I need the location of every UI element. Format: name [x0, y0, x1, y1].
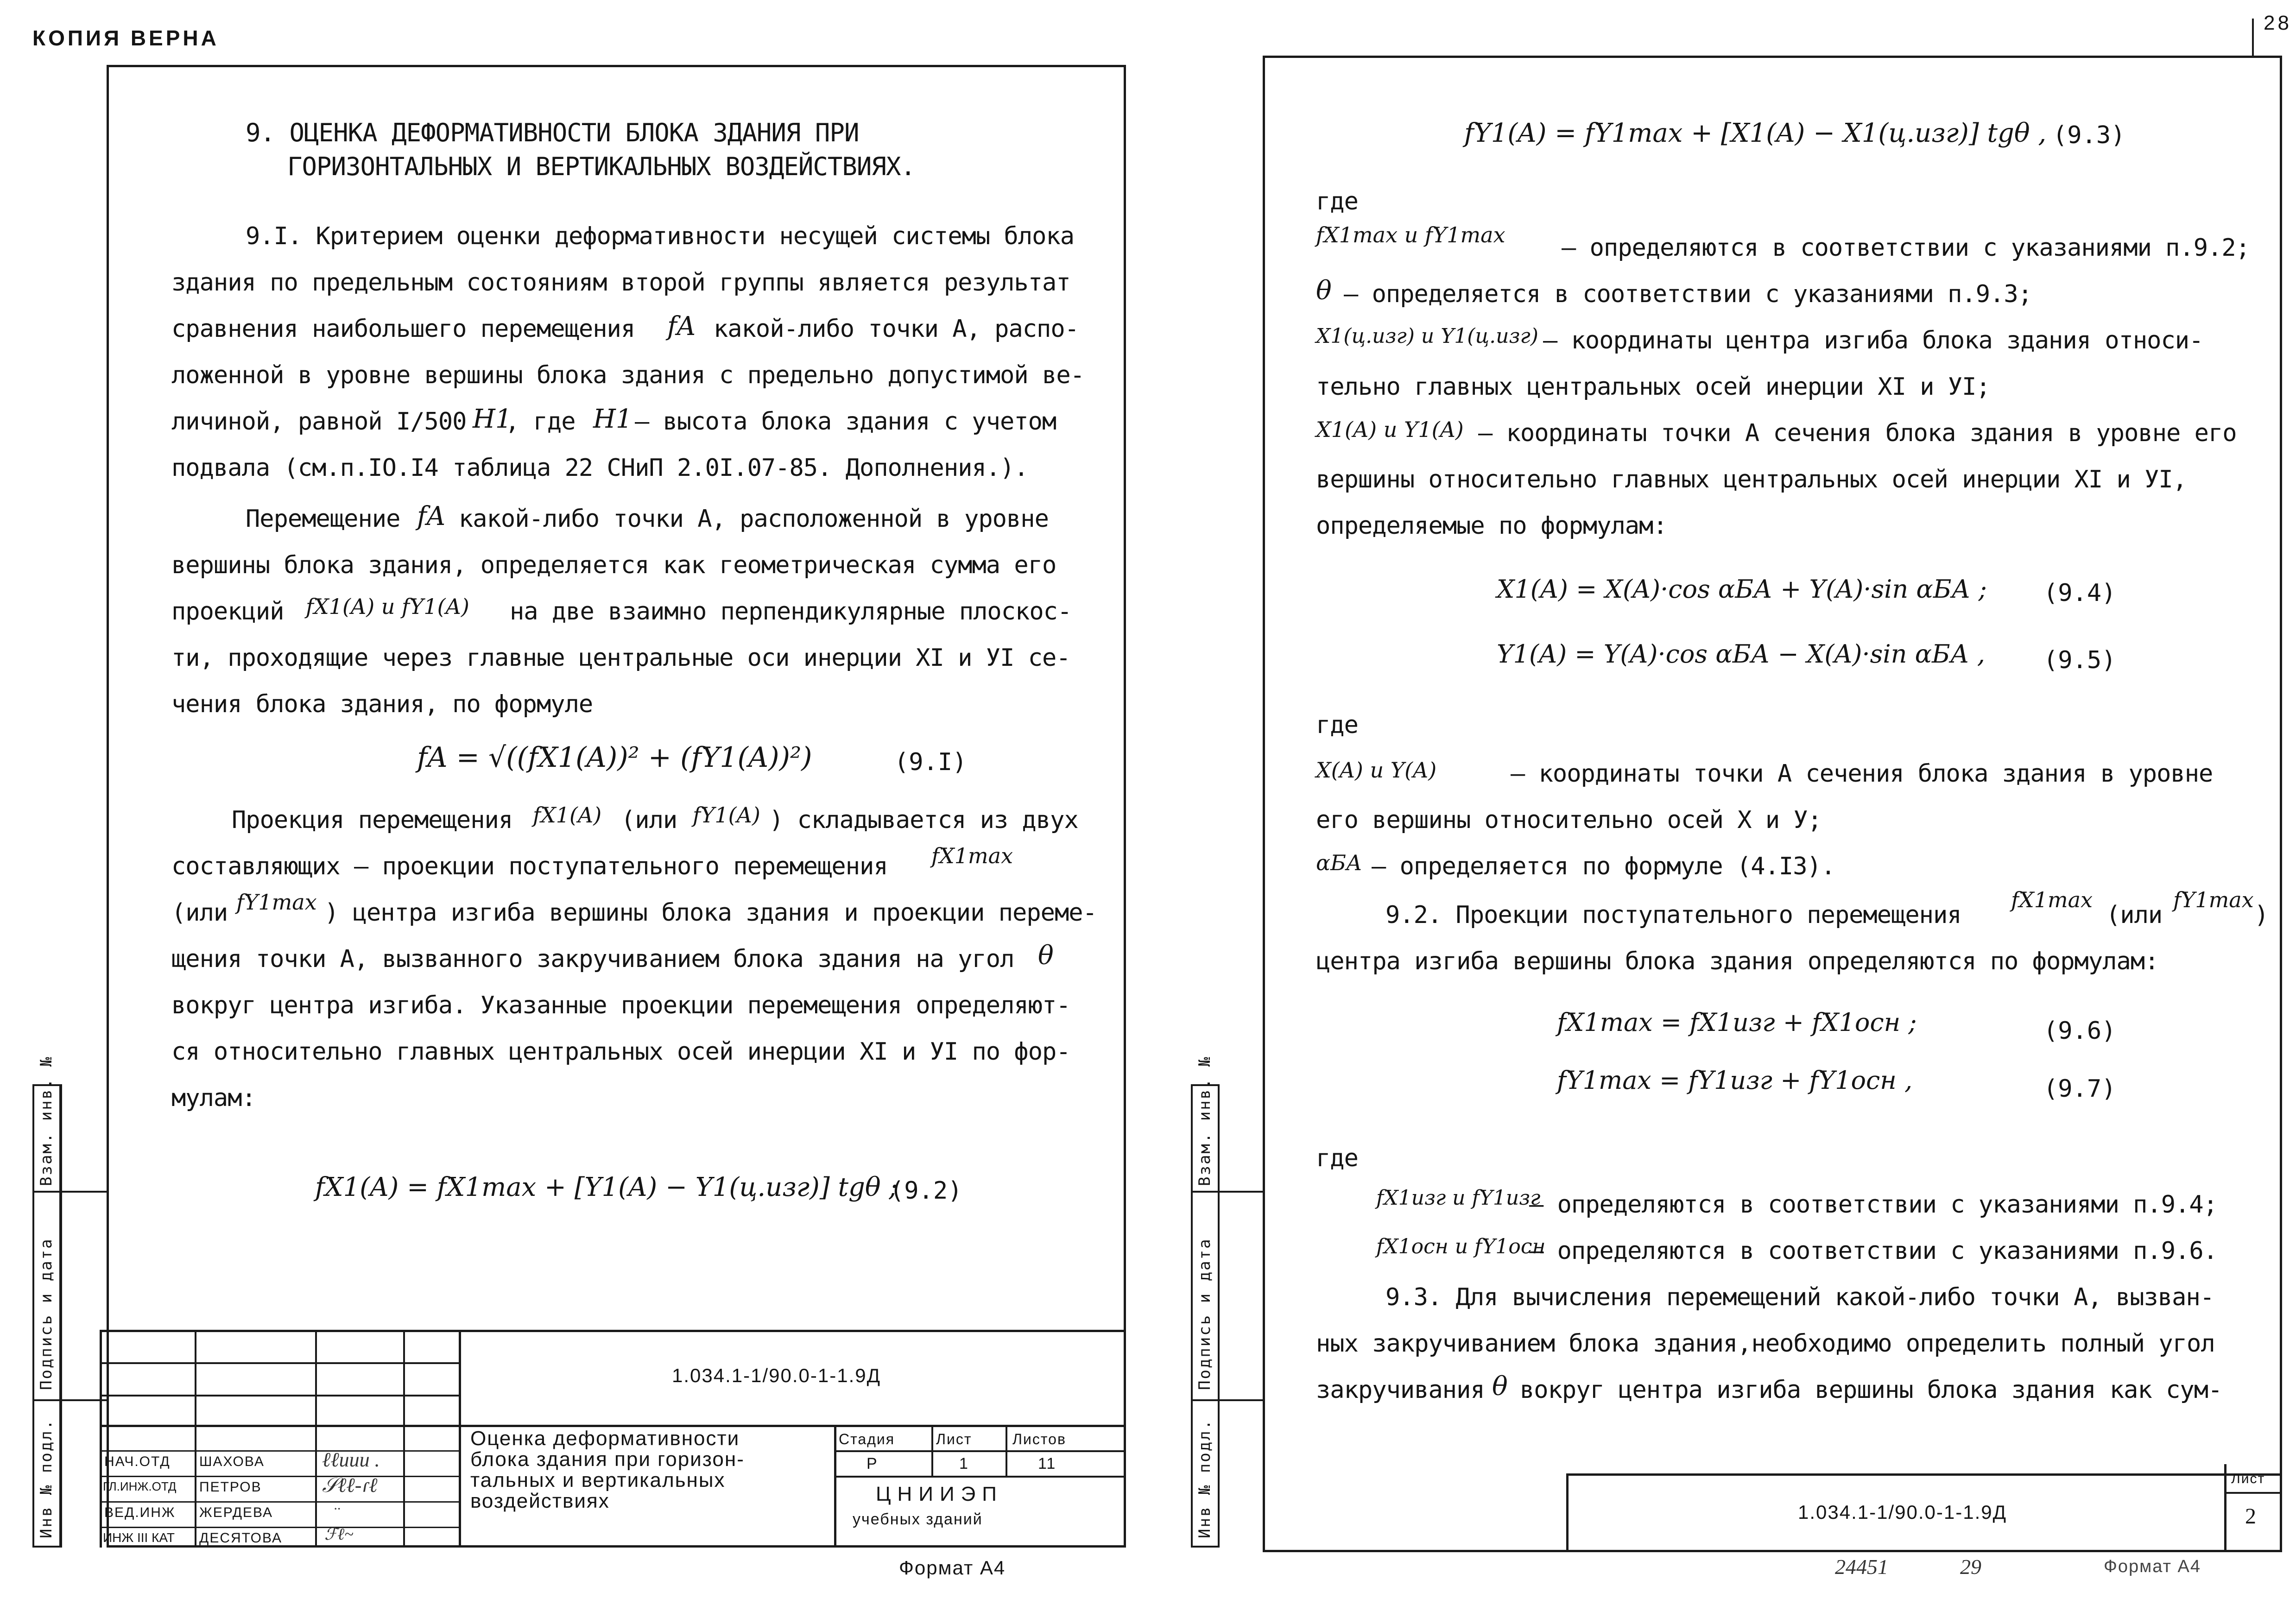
right-footer-code: 1.034.1-1/90.0-1-1.9Д	[1798, 1501, 2007, 1523]
def4-cont: вершины относительно главных центральных осей инерции XI и УI,	[1316, 466, 2187, 493]
right-side-label-date: Подпись и дата	[1195, 1238, 1214, 1390]
sym-fx1-fy1: fX1(A) и fY1(A)	[306, 594, 469, 619]
p1-line5a: личиной, равной I/500	[171, 408, 467, 436]
title-block-stage-value: Р	[867, 1455, 878, 1472]
side-label-date: Подпись и дата	[37, 1238, 56, 1390]
title-block-sheets-value: 11	[1038, 1455, 1056, 1472]
def6-sym: αБА	[1316, 850, 1362, 875]
p3-line1a: Проекция перемещения	[232, 806, 513, 834]
p93-line3a: закручивания	[1316, 1376, 1485, 1404]
tb-role-3: ВЕД.ИНЖ	[104, 1505, 176, 1520]
right-footer-num: 29	[1960, 1555, 1981, 1579]
equation-9-1: fA = √((fX1(A))² + (fY1(A))²)	[417, 741, 812, 774]
def2-sym: θ	[1316, 276, 1332, 306]
tb-role-1: НАЧ.ОТД	[104, 1454, 171, 1469]
where-1: где	[1316, 188, 1358, 215]
p3-line4a: щения точки А, вызванного закручиванием блока здания на угол	[171, 945, 1014, 973]
title-block-stage-header: Стадия	[839, 1431, 895, 1447]
right-footer-inv-number: 24451	[1835, 1555, 1888, 1579]
equation-9-3-number: (9.3)	[2053, 121, 2125, 149]
signature-1: ℓℓuuu .	[322, 1448, 380, 1471]
p92-line1b: (или	[2106, 901, 2163, 929]
p92-line2: центра изгиба вершины блока здания определяются по формулам:	[1316, 948, 2159, 975]
p1-line6: подвала (см.п.IO.I4 таблица 22 СНиП 2.0I.07-85. Дополнения.).	[171, 454, 1028, 482]
def4-cont2: определяемые по формулам:	[1316, 512, 1667, 540]
p3-line1c: ) складывается из двух	[769, 806, 1078, 834]
def8-sym: fX1осн и fY1осн	[1376, 1235, 1546, 1258]
p1-line1: 9.I. Критерием оценки деформативности несущей системы блока	[246, 222, 1075, 250]
p93-line1: 9.3. Для вычисления перемещений какой-либо точки А, вызван-	[1385, 1283, 2214, 1311]
where-3: где	[1316, 1144, 1358, 1172]
p1-line2: здания по предельным состояниям второй группы является результат	[171, 269, 1070, 297]
tb-name-2: ПЕТРОВ	[199, 1479, 262, 1495]
p2-line2: вершины блока здания, определяется как геометрическая сумма его	[171, 551, 1056, 579]
equation-9-1-number: (9.I)	[894, 748, 967, 776]
equation-9-2: fX1(A) = fX1max + [Y1(A) − Y1(ц.изг)] tgθ ;	[315, 1172, 898, 1202]
p92-line1c: )	[2254, 901, 2269, 929]
def7-sym: fX1изг и fY1изг	[1376, 1186, 1541, 1210]
sym-fA-2: fA	[417, 501, 446, 531]
def2-text: – определяется в соответствии с указаниями п.9.3;	[1344, 280, 2032, 308]
equation-9-5-number: (9.5)	[2043, 646, 2116, 674]
p1-line3b: какой-либо точки А, распо-	[714, 315, 1079, 343]
p1-line4: ложенной в уровне вершины блока здания с предельно допустимой ве-	[171, 361, 1084, 389]
p1-line5c: – высота блока здания с учетом	[635, 408, 1056, 436]
p3-line3b: ) центра изгиба вершины блока здания и проекции переме-	[324, 899, 1097, 927]
corner-page-number: 28	[2264, 12, 2292, 34]
p3-line5: вокруг центра изгиба. Указанные проекции перемещения определяют-	[171, 992, 1070, 1019]
title-block-org-2: учебных зданий	[853, 1510, 983, 1528]
p2-line4: ти, проходящие через главные центральные оси инерции XI и УI се-	[171, 644, 1070, 672]
signature-3: ··	[334, 1501, 341, 1517]
left-format-label: Формат А4	[899, 1557, 1006, 1579]
def1-text: – определяются в соответствии с указаниями п.9.2;	[1562, 234, 2250, 262]
equation-9-6-number: (9.6)	[2043, 1017, 2116, 1045]
title-block-title-4: воздействиях	[470, 1490, 610, 1512]
section-heading-line2: ГОРИЗОНТАЛЬНЫХ И ВЕРТИКАЛЬНЫХ ВОЗДЕЙСТВИЯХ.	[287, 152, 915, 181]
sym-theta-a: θ	[1038, 941, 1054, 971]
tb-name-1: ШАХОВА	[199, 1454, 265, 1469]
signature-4: ℱℓ~	[324, 1525, 354, 1543]
equation-9-4-number: (9.4)	[2043, 579, 2116, 607]
equation-9-2-number: (9.2)	[890, 1177, 962, 1205]
p3-line3a: (или	[171, 899, 228, 927]
sym-H1-a: H1	[473, 404, 512, 434]
right-format-label: Формат А4	[2104, 1557, 2201, 1576]
right-footer-sheet-label: Лист	[2231, 1471, 2265, 1486]
p3-line7: мулам:	[171, 1084, 256, 1112]
copy-stamp: КОПИЯ ВЕРНА	[32, 26, 219, 50]
sym-theta-r: θ	[1492, 1371, 1508, 1402]
tb-role-4: ИНЖ III КАТ	[103, 1530, 175, 1545]
equation-9-3: fY1(A) = fY1max + [X1(A) − X1(ц.изг)] tgθ ,	[1464, 118, 2047, 148]
title-block-sheet-header: Лист	[936, 1431, 972, 1447]
p1-line5b: , где	[505, 408, 576, 436]
p2-line1b: какой-либо точки А, расположенной в уровне	[459, 505, 1049, 533]
p2-line3b: на две взаимно перпендикулярные плоскос-	[510, 598, 1072, 626]
p2-line1a: Перемещение	[246, 505, 400, 533]
section-heading-line1: 9. ОЦЕНКА ДЕФОРМАТИВНОСТИ БЛОКА ЗДАНИЯ ПРИ	[246, 118, 859, 147]
def5-text: – координаты точки А сечения блока здания в уровне	[1511, 760, 2213, 788]
p2-line3a: проекций	[171, 598, 284, 626]
right-side-label-inv: Взам. инв. №	[1195, 1055, 1214, 1186]
sym-H1-b: H1	[593, 404, 633, 434]
p3-line1b: (или	[621, 806, 677, 834]
sym-fx1-a: fX1(A)	[533, 803, 602, 828]
def3-sym: X1(ц.изг) и Y1(ц.изг)	[1316, 324, 1538, 348]
def4-sym: X1(A) и Y1(A)	[1316, 417, 1464, 442]
def1-sym: fX1max и fY1max	[1316, 222, 1505, 247]
def5-sym: X(A) и Y(A)	[1316, 758, 1437, 783]
title-block-code: 1.034.1-1/90.0-1-1.9Д	[672, 1365, 881, 1386]
right-side-label-podl: Инв № подл.	[1195, 1418, 1214, 1538]
tb-role-2: ГЛ.ИНЖ.ОТД	[103, 1479, 177, 1493]
p3-line2a: составляющих – проекции поступательного перемещения	[171, 853, 888, 880]
p3-line6: ся относительно главных центральных осей инерции XI и УI по фор-	[171, 1038, 1070, 1066]
right-footer-sheet-number: 2	[2245, 1504, 2257, 1529]
title-block-title-1: Оценка деформативности	[470, 1427, 740, 1450]
signature-2: 𝒮ℓℓ-ɾℓ	[322, 1474, 378, 1497]
p93-line3b: вокруг центра изгиба вершины блока здания как сум-	[1520, 1376, 2222, 1404]
sym-fy1max-r: fY1max	[2173, 887, 2254, 912]
title-block-sheets-header: Листов	[1012, 1431, 1066, 1447]
equation-9-6: fX1max = fX1изг + fX1осн ;	[1557, 1008, 1917, 1037]
def3-text: – координаты центра изгиба блока здания относи-	[1543, 327, 2203, 354]
p92-line1a: 9.2. Проекции поступательного перемещения	[1385, 901, 1961, 929]
tb-name-4: ДЕСЯТОВА	[199, 1530, 282, 1546]
equation-9-7-number: (9.7)	[2043, 1075, 2116, 1103]
title-block-title-3: тальных и вертикальных	[470, 1469, 726, 1491]
sym-fA: fA	[667, 311, 696, 341]
sym-fx1max-a: fX1max	[931, 843, 1013, 868]
sym-fy1-a: fY1(A)	[693, 803, 760, 828]
title-block-org-1: ЦНИИЭП	[876, 1483, 1003, 1505]
equation-9-5: Y1(A) = Y(A)·cos αБА − X(A)·sin αБА ,	[1497, 639, 1985, 669]
side-label-podl: Инв № подл.	[37, 1418, 56, 1538]
def5-cont: его вершины относительно осей Х и У;	[1316, 806, 1822, 834]
title-block-sheet-value: 1	[959, 1455, 969, 1472]
side-label-inv: Взам. инв. №	[37, 1055, 56, 1186]
def4-text: – координаты точки А сечения блока здания в уровне его	[1478, 419, 2237, 447]
title-block-title-2: блока здания при горизон-	[470, 1448, 745, 1471]
where-2: где	[1316, 711, 1358, 739]
p2-line5: чения блока здания, по формуле	[171, 690, 593, 718]
p1-line3a: сравнения наибольшего перемещения	[171, 315, 635, 343]
def7-text: – определяются в соответствии с указаниями п.9.4;	[1529, 1191, 2218, 1219]
p93-line2: ных закручиванием блока здания,необходимо определить полный угол	[1316, 1330, 2215, 1358]
sym-fx1max-r: fX1max	[2011, 887, 2093, 912]
equation-9-7: fY1max = fY1изг + fY1осн ,	[1557, 1066, 1913, 1095]
tb-name-3: ЖЕРДЕВА	[199, 1505, 273, 1520]
equation-9-4: X1(A) = X(A)·cos αБА + Y(A)·sin αБА ;	[1497, 575, 1987, 604]
def6-text: – определяется по формуле (4.I3).	[1372, 853, 1835, 880]
sym-fy1max-a: fY1max	[236, 890, 317, 915]
def8-text: – определяются в соответствии с указаниями п.9.6.	[1529, 1237, 2218, 1265]
def3-cont: тельно главных центральных осей инерции XI и УI;	[1316, 373, 1990, 401]
